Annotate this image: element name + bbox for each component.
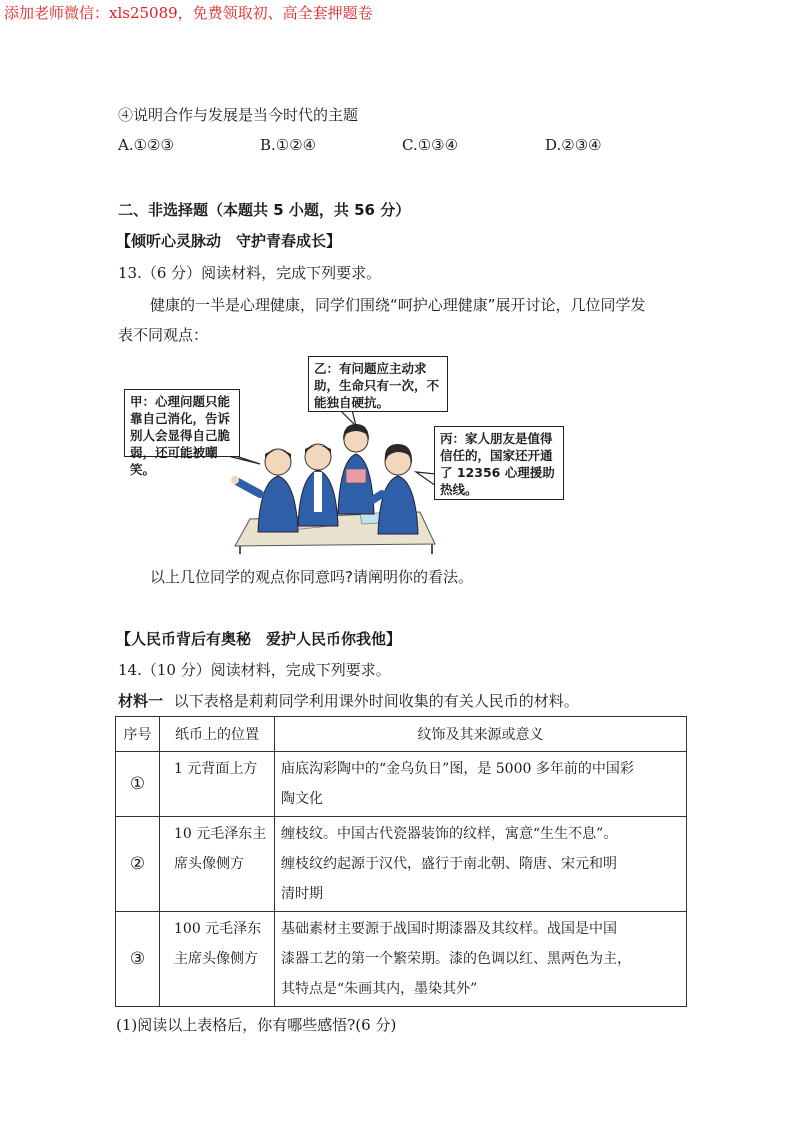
position-line: 100 元毛泽东 <box>174 921 262 937</box>
material-one-line <box>118 690 579 711</box>
position-line: 10 元毛泽东主 <box>174 826 267 842</box>
description-line: 基础素材主要源于战国时期漆器及其纹样。战国是中国 <box>281 921 617 937</box>
table-row <box>116 817 687 912</box>
q14-sub-question-1: (1)阅读以上表格后，你有哪些感悟?(6 分) <box>116 1016 397 1034</box>
row-number: ① <box>116 752 160 817</box>
description-line: 庙底沟彩陶中的“金乌负日”图，是 5000 多年前的中国彩 <box>281 761 634 777</box>
rmb-table <box>115 716 687 1007</box>
q13-paragraph-line-2: 表不同观点： <box>118 326 209 344</box>
row-position <box>160 912 275 1007</box>
watermark-text: 添加老师微信：xls25089，免费领取初、高全套押题卷 <box>4 4 373 22</box>
description-line: 缠枝纹约起源于汉代，盛行于南北朝、隋唐、宋元和明 <box>281 856 617 872</box>
description-line: 缠枝纹。中国古代瓷器装饰的纹样，寓意“生生不息”。 <box>281 826 618 842</box>
header-pattern: 纹饰及其来源或意义 <box>275 717 687 752</box>
speech-bubble-jia: 甲：心理问题只能靠自己消化，告诉别人会显得自己脆弱，还可能被嘲笑。 <box>124 389 240 457</box>
topic-heading-1: 【倾听心灵脉动 守护青春成长】 <box>116 232 342 250</box>
option-d: D.②③④ <box>545 136 602 154</box>
q13-question: 以上几位同学的观点你同意吗?请阐明你的看法。 <box>150 568 473 586</box>
row-number: ③ <box>116 912 160 1007</box>
option-c: C.①③④ <box>402 136 459 154</box>
position-line: 1 元背面上方 <box>174 761 258 777</box>
discussion-illustration <box>120 354 570 554</box>
topic-heading-2: 【人民币背后有奥秘 爱护人民币你我他】 <box>116 630 402 648</box>
description-line: 漆器工艺的第一个繁荣期。漆的色调以红、黑两色为主， <box>281 951 631 967</box>
table-row <box>116 752 687 817</box>
q13-stem: 13.（6 分）阅读材料，完成下列要求。 <box>118 264 382 282</box>
speech-bubble-bing: 丙：家人朋友是值得信任的，国家还开通了 12356 心理援助热线。 <box>434 426 564 500</box>
material-text: 以下表格是莉莉同学利用课外时间收集的有关人民币的材料。 <box>173 692 579 710</box>
row-description <box>275 817 687 912</box>
header-no: 序号 <box>116 717 160 752</box>
description-line: 清时期 <box>281 886 323 902</box>
q14-stem: 14.（10 分）阅读材料，完成下列要求。 <box>118 661 391 679</box>
table-header-row <box>116 717 687 752</box>
description-line: 其特点是“朱画其内，墨染其外” <box>281 981 478 997</box>
q13-paragraph-line-1: 健康的一半是心理健康，同学们围绕“呵护心理健康”展开讨论，几位同学发 <box>150 296 646 314</box>
row-position <box>160 817 275 912</box>
row-number: ② <box>116 817 160 912</box>
section-title: 二、非选择题（本题共 5 小题，共 56 分） <box>118 201 411 219</box>
position-line: 席头像侧方 <box>174 856 244 872</box>
table-row <box>116 912 687 1007</box>
option-b: B.①②④ <box>260 136 317 154</box>
material-label: 材料一 <box>118 692 164 710</box>
row-description <box>275 912 687 1007</box>
header-position: 纸币上的位置 <box>160 717 275 752</box>
option-a: A.①②③ <box>118 136 174 154</box>
position-line: 主席头像侧方 <box>174 951 258 967</box>
choice-item-4: ④说明合作与发展是当今时代的主题 <box>118 106 359 124</box>
speech-bubble-yi: 乙：有问题应主动求助，生命只有一次，不能独自硬抗。 <box>308 356 448 412</box>
row-description <box>275 752 687 817</box>
row-position <box>160 752 275 817</box>
description-line: 陶文化 <box>281 791 323 807</box>
